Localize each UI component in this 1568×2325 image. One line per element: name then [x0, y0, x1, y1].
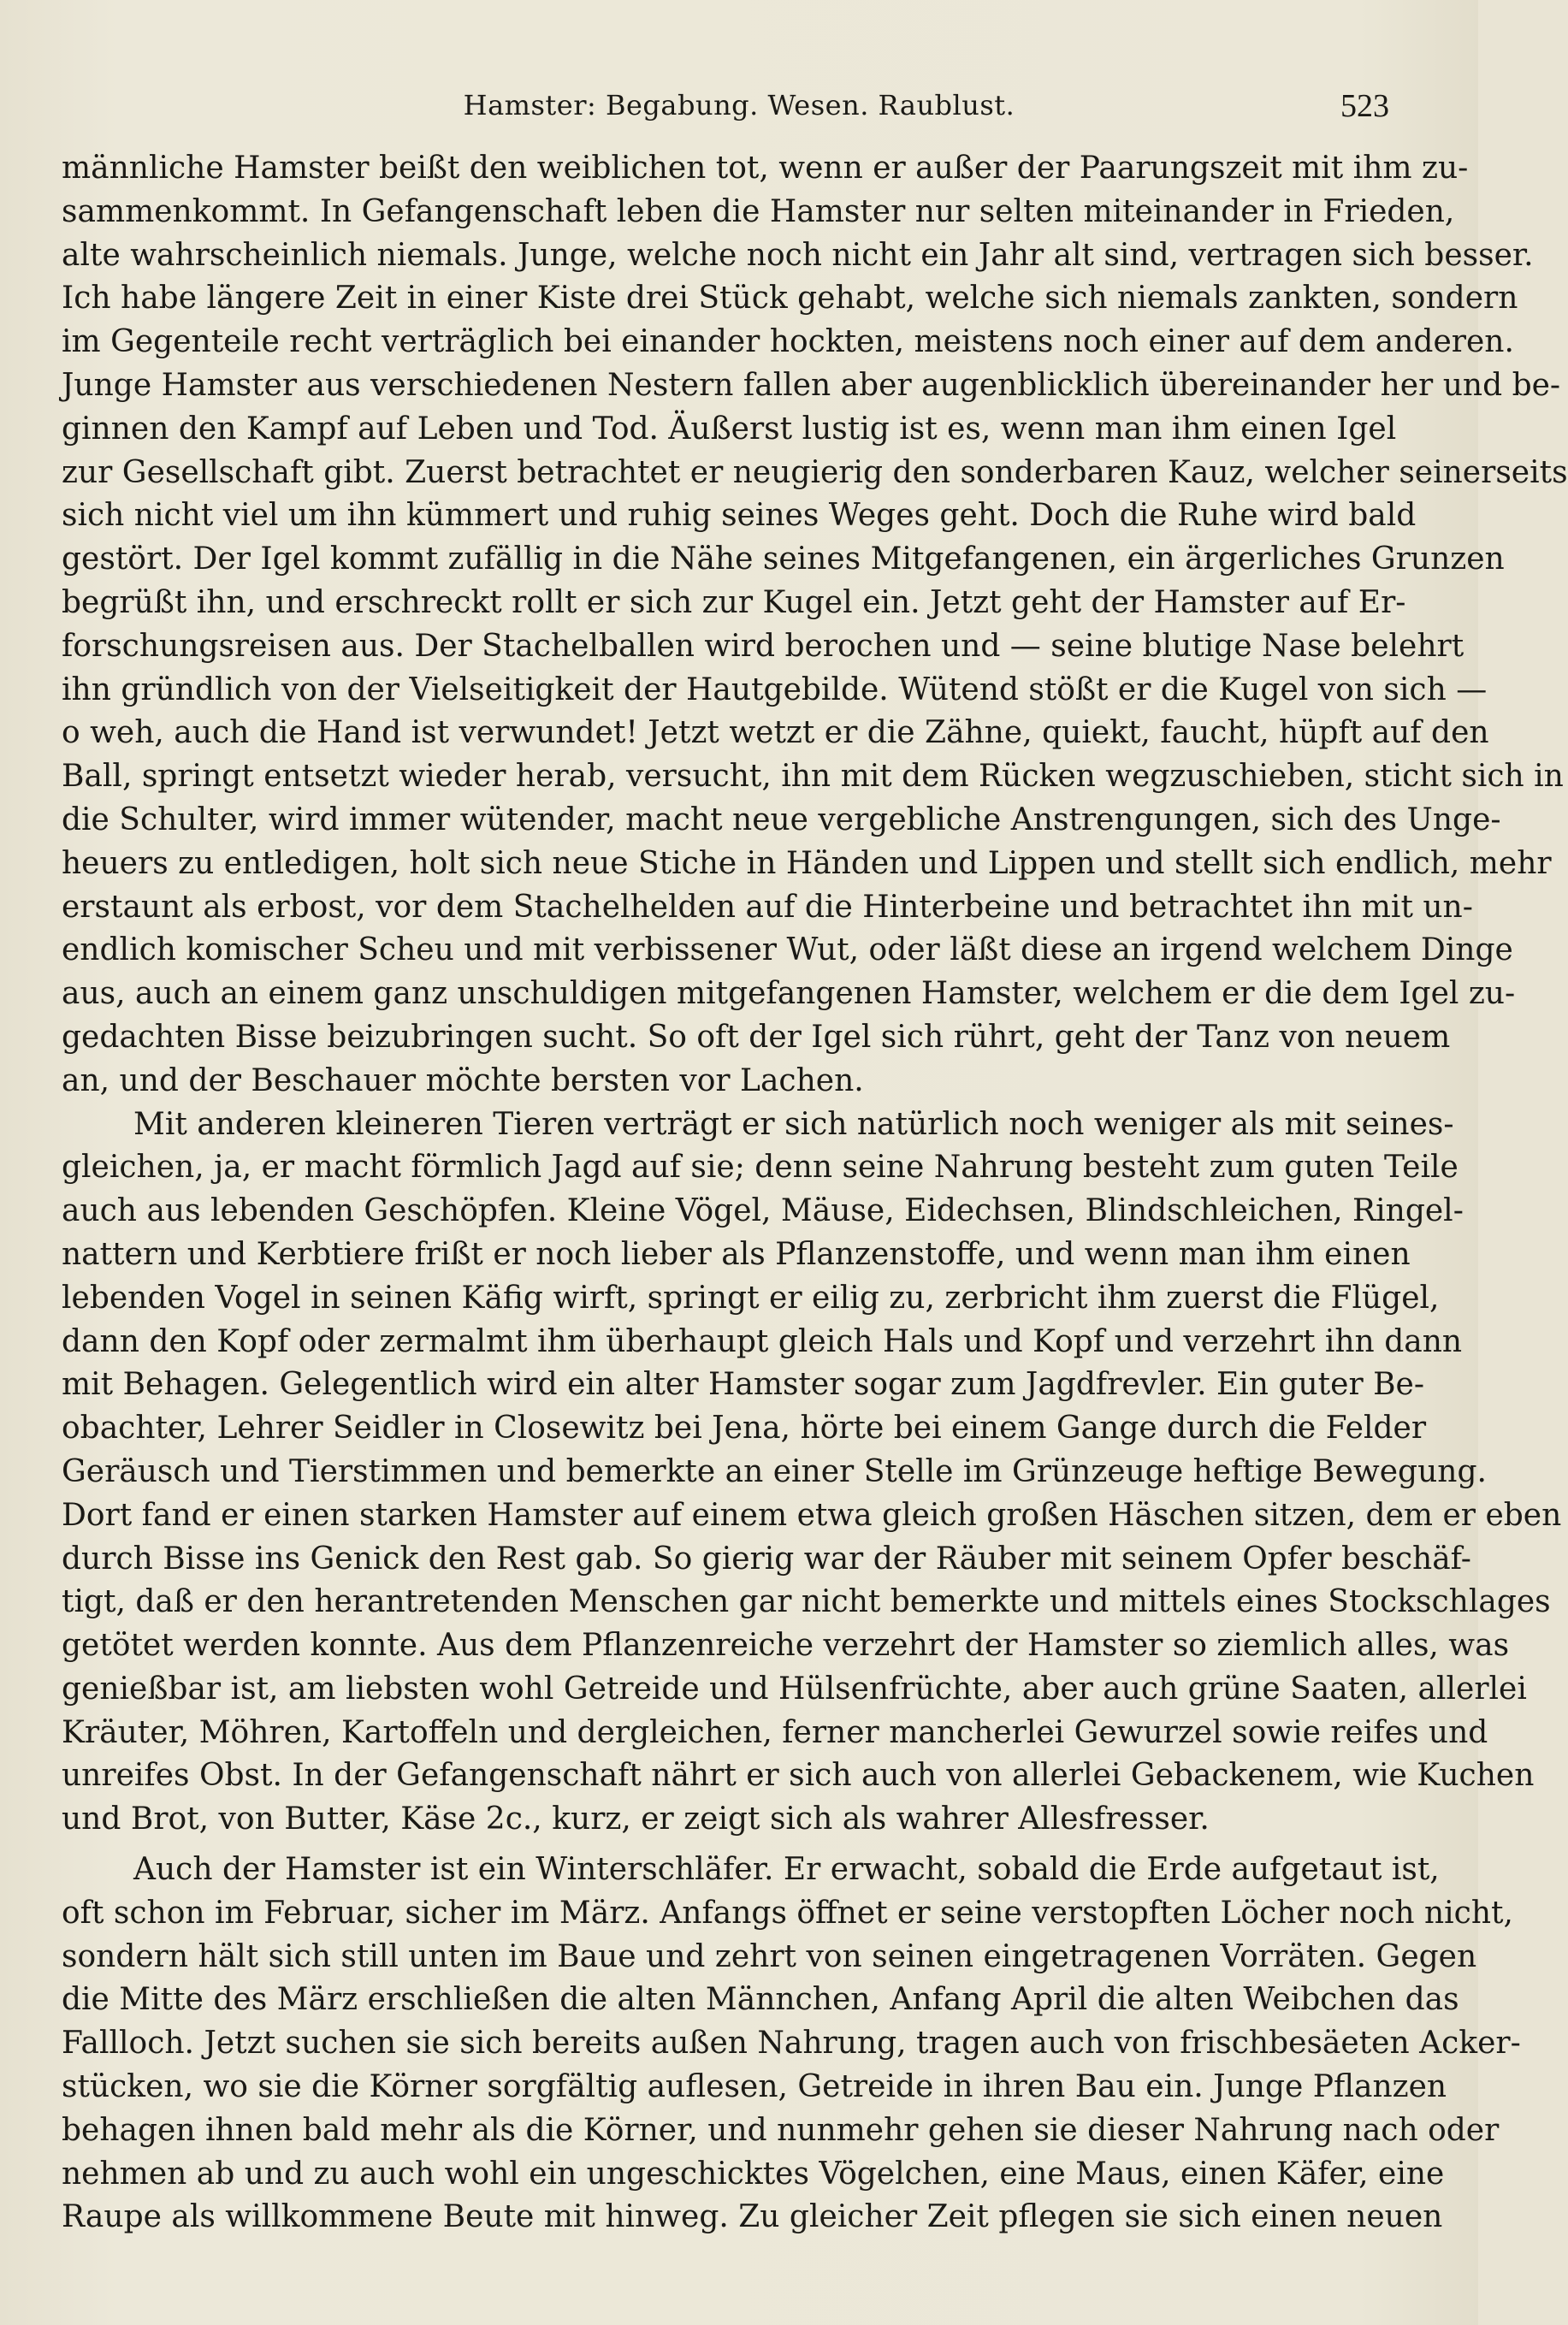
text-line: männliche Hamster beißt den weiblichen tot, wenn er außer der Paarungszeit mit ihm zu- — [62, 151, 1469, 186]
text-line: erstaunt als erbost, vor dem Stachelhelden auf die Hinterbeine und betrachtet ihn mit un- — [62, 889, 1473, 925]
text-line: Fallloch. Jetzt suchen sie sich bereits außen Nahrung, tragen auch von frischbesäeten Acker- — [62, 2026, 1521, 2062]
text-line: dann den Kopf oder zermalmt ihm überhaupt gleich Hals und Kopf und verzehrt ihn dann — [62, 1323, 1463, 1359]
text-line: an, und der Beschauer möchte bersten vor Lachen. — [62, 1062, 864, 1098]
text-line: Geräusch und Tierstimmen und bemerkte an einer Stelle im Grünzeuge heftige Bewegung. — [62, 1453, 1487, 1489]
text-line: lebenden Vogel in seinen Käfig wirft, springt er eilig zu, zerbricht ihm zuerst die Flügel, — [62, 1280, 1440, 1316]
text-line: endlich komischer Scheu und mit verbissener Wut, oder läßt diese an irgend welchem Dinge — [62, 932, 1513, 968]
page-body — [62, 147, 1568, 2239]
running-head — [0, 82, 1478, 133]
text-line: Ball, springt entsetzt wieder herab, versucht, ihn mit dem Rücken wegzuschieben, sticht sich in — [62, 759, 1564, 795]
text-line: Dort fand er einen starken Hamster auf einem etwa gleich großen Häschen sitzen, dem er eben — [62, 1497, 1562, 1533]
text-line: o weh, auch die Hand ist verwundet! Jetzt wetzt er die Zähne, quiekt, faucht, hüpft auf den — [62, 715, 1489, 751]
text-line: ihn gründlich von der Vielseitigkeit der Hautgebilde. Wütend stößt er die Kugel von sich — — [62, 671, 1488, 707]
text-line: forschungsreisen aus. Der Stachelballen wird berochen und — seine blutige Nase belehrt — [62, 628, 1464, 664]
text-line: behagen ihnen bald mehr als die Körner, und nunmehr gehen sie dieser Nahrung nach oder — [62, 2112, 1500, 2148]
paragraph-3 — [62, 1849, 1521, 2239]
text-line: genießbar ist, am liebsten wohl Getreide und Hülsenfrüchte, aber auch grüne Saaten, allerlei — [62, 1671, 1527, 1707]
text-line: nattern und Kerbtiere frißt er noch lieber als Pflanzenstoffe, und wenn man ihm einen — [62, 1236, 1411, 1272]
text-line: Ich habe längere Zeit in einer Kiste drei Stück gehabt, welche sich niemals zankten, sondern — [62, 281, 1518, 317]
text-line: sich nicht viel um ihn kümmert und ruhig seines Weges geht. Doch die Ruhe wird bald — [62, 498, 1417, 534]
text-line: oft schon im Februar, sicher im März. Anfangs öffnet er seine verstopften Löcher noch nicht, — [62, 1895, 1513, 1931]
text-line: unreifes Obst. In der Gefangenschaft nährt er sich auch von allerlei Gebackenem, wie Kuchen — [62, 1758, 1535, 1794]
text-line: nehmen ab und zu auch wohl ein ungeschicktes Vögelchen, eine Maus, einen Käfer, eine — [62, 2156, 1445, 2192]
text-line: mit Behagen. Gelegentlich wird ein alter Hamster sogar zum Jagdfrevler. Ein guter Be- — [62, 1367, 1425, 1403]
text-line: Junge Hamster aus verschiedenen Nestern fallen aber augenblicklich übereinander her und be- — [62, 367, 1561, 403]
text-line: tigt, daß er den herantretenden Menschen gar nicht bemerkte und mittels eines Stockschlages — [62, 1584, 1551, 1620]
running-title: Hamster: Begabung. Wesen. Raublust. — [463, 89, 1015, 121]
paragraph-1 — [62, 147, 1568, 1103]
text-line: sammenkommt. In Gefangenschaft leben die Hamster nur selten miteinander in Frieden, — [62, 193, 1455, 229]
text-line: gedachten Bisse beizubringen sucht. So oft der Igel sich rührt, geht der Tanz von neuem — [62, 1019, 1451, 1055]
text-line: alte wahrscheinlich niemals. Junge, welche noch nicht ein Jahr alt sind, vertragen sich besser. — [62, 237, 1534, 273]
text-line: Mit anderen kleineren Tieren verträgt er sich natürlich noch weniger als mit seines- — [133, 1106, 1454, 1142]
paragraph-gap — [62, 1842, 1393, 1849]
text-line: durch Bisse ins Genick den Rest gab. So gierig war der Räuber mit seinem Opfer beschäf- — [62, 1541, 1471, 1577]
text-line: ginnen den Kampf auf Leben und Tod. Äußerst lustig ist es, wenn man ihm einen Igel — [62, 411, 1397, 447]
text-line: obachter, Lehrer Seidler in Closewitz bei Jena, hörte bei einem Gange durch die Felder — [62, 1411, 1427, 1446]
text-line: die Schulter, wird immer wütender, macht neue vergebliche Anstrengungen, sich des Unge- — [62, 802, 1501, 837]
text-line: heuers zu entledigen, holt sich neue Stiche in Händen und Lippen und stellt sich endlich, mehr — [62, 845, 1552, 881]
text-line: sondern hält sich still unten im Baue und zehrt von seinen eingetragenen Vorräten. Gegen — [62, 1938, 1477, 1974]
text-line: Raupe als willkommene Beute mit hinweg. Zu gleicher Zeit pflegen sie sich einen neuen — [62, 2199, 1443, 2235]
text-line: begrüßt ihn, und erschreckt rollt er sich zur Kugel ein. Jetzt geht der Hamster auf Er- — [62, 584, 1406, 620]
page-number: 523 — [1340, 88, 1389, 124]
text-line: und Brot, von Butter, Käse 2c., kurz, er zeigt sich als wahrer Allesfresser. — [62, 1801, 1210, 1837]
text-line: gestört. Der Igel kommt zufällig in die Nähe seines Mitgefangenen, ein ärgerliches Grunzen — [62, 541, 1505, 577]
text-line: aus, auch an einem ganz unschuldigen mitgefangenen Hamster, welchem er die dem Igel zu- — [62, 976, 1516, 1012]
text-line: Auch der Hamster ist ein Winterschläfer. Er erwacht, sobald die Erde aufgetaut ist, — [133, 1852, 1440, 1888]
text-line: gleichen, ja, er macht förmlich Jagd auf sie; denn seine Nahrung besteht zum guten Teile — [62, 1150, 1459, 1186]
text-line: zur Gesellschaft gibt. Zuerst betrachtet er neugierig den sonderbaren Kauz, welcher seinerseits — [62, 454, 1568, 490]
text-line: die Mitte des März erschließen die alten Männchen, Anfang April die alten Weibchen das — [62, 1982, 1459, 2018]
text-line: stücken, wo sie die Körner sorgfältig auflesen, Getreide in ihren Bau ein. Junge Pflanzen — [62, 2069, 1447, 2105]
text-line: auch aus lebenden Geschöpfen. Kleine Vögel, Mäuse, Eidechsen, Blindschleichen, Ringel- — [62, 1193, 1464, 1229]
paragraph-2 — [62, 1103, 1562, 1843]
text-line: Kräuter, Möhren, Kartoffeln und dergleichen, ferner mancherlei Gewurzel sowie reifes und — [62, 1714, 1488, 1750]
text-line: getötet werden konnte. Aus dem Pflanzenreiche verzehrt der Hamster so ziemlich alles, was — [62, 1628, 1510, 1664]
text-line: im Gegenteile recht verträglich bei einander hockten, meistens noch einer auf dem anderen. — [62, 324, 1514, 360]
